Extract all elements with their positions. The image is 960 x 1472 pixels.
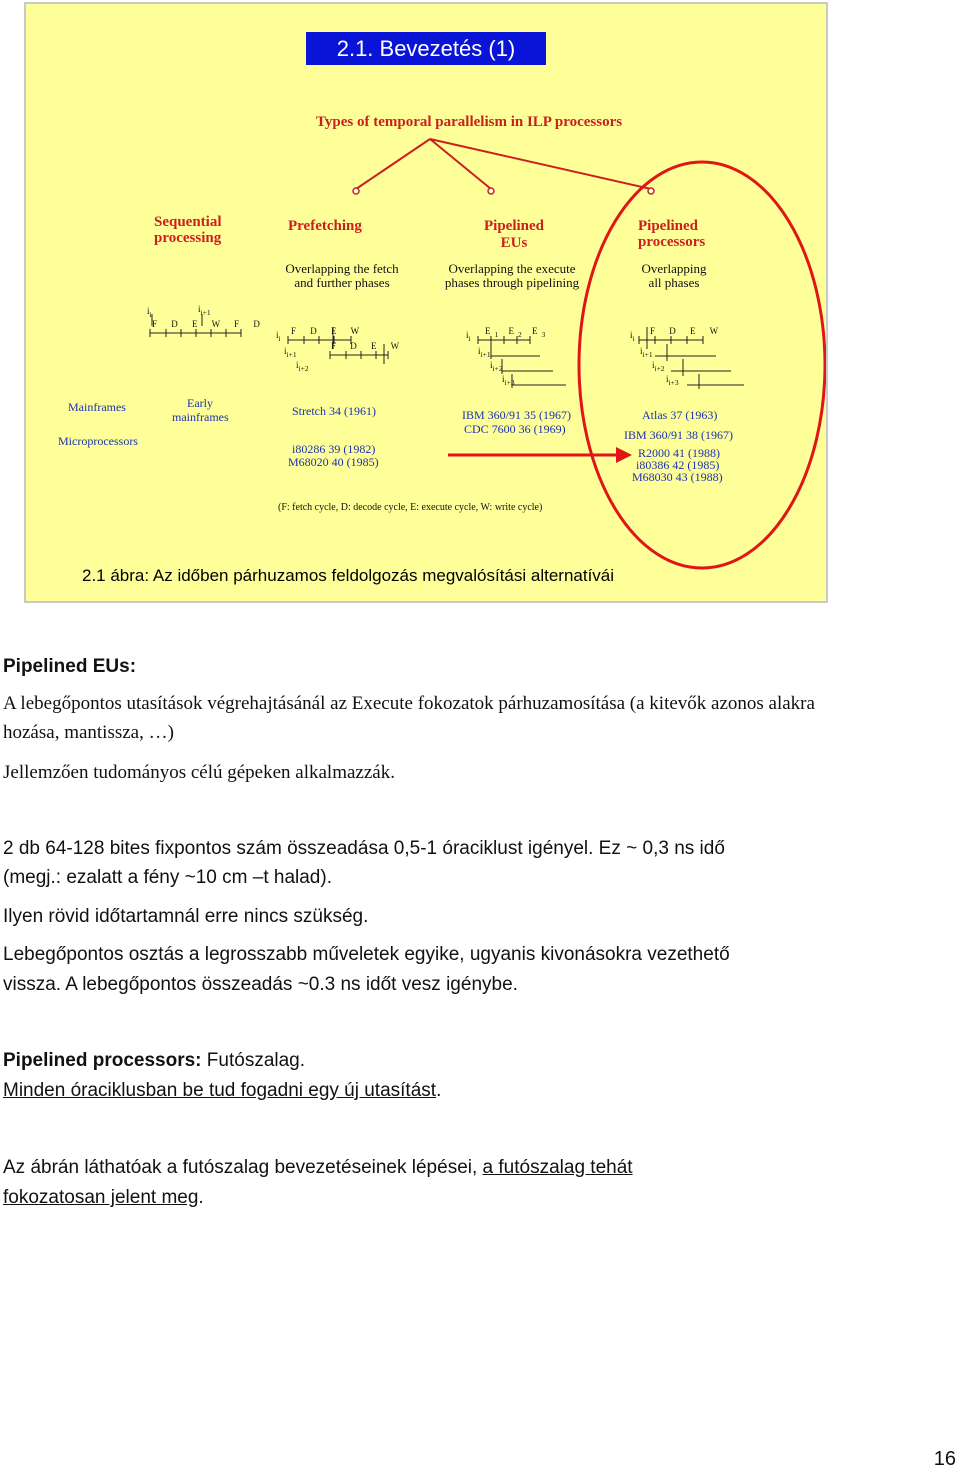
row-label-early-mainframes: Early mainframes [172,396,229,424]
timeline-pre-phases2: F D E W [331,341,406,351]
timeline-seq-phases: F D E W F D [152,319,266,329]
diagram-subtitle: Types of temporal parallelism in ILP processors [316,114,623,130]
example-i80386: i80386 42 (1985) [636,458,720,472]
timeline-proc-i1: $i_{i+1}$ [640,346,653,359]
timeline-eu-i3: $i_{i+3}$ [502,374,515,387]
every-cycle-period: . [436,1080,442,1101]
category-pipelined-eus: Pipelined EUs [483,218,544,251]
example-stretch: Stretch 34 (1961) [292,404,376,418]
timeline-eu-i1: $i_{i+1}$ [478,346,491,359]
paragraph-no-need: Ilyen rövid időtartamnál erre nincs szükség. [3,906,369,927]
desc-pipelined-processors: Overlapping all phases [641,261,707,290]
slide-figure [24,2,828,603]
category-prefetching: Prefetching [288,218,362,234]
heading-pipelined-eus: Pipelined EUs: [3,656,137,677]
example-cdc7600: CDC 7600 36 (1969) [464,422,566,436]
desc-prefetching: Overlapping the fetch and further phases [285,261,399,290]
timeline-eu-i: $i_i$ [466,330,471,343]
paragraph-division-2: vissza. A lebegőpontos összeadás ~0.3 ns időt vesz igénybe. [3,974,518,995]
example-atlas: Atlas 37 (1963) [642,408,718,422]
every-cycle-text: Minden óraciklusban be tud fogadni egy új utasítást [3,1080,437,1101]
timeline-proc-i: $i_i$ [630,330,635,343]
timeline-proc-i3: $i_{i+3}$ [666,374,679,387]
figure-steps-underlined: a futószalag tehát [482,1157,633,1178]
paragraph-every-cycle [3,1076,903,1105]
gradually-period: . [198,1187,204,1208]
category-pipelined-processors: Pipelined processors [638,218,706,250]
timeline-pre-i1: $i_{i+1}$ [284,346,297,359]
timeline-proc-i2: $i_{i+2}$ [652,360,665,373]
paragraph-division-1: Lebegőpontos osztás a legrosszabb műveletek egyike, ugyanis kivonásokra vezethető [3,944,730,965]
timeline-seq-label-i1: $i_{i+1}$ [198,304,211,317]
paragraph-fixpoint-add-1: 2 db 64-128 bites fixpontos szám összeadása 0,5-1 óraciklust igényel. Ez ~ 0,3 ns idő [3,838,725,859]
timeline-eu-phases: $E_1$ $E_2$ $E_3$ [485,326,550,339]
category-sequential: Sequential processing [154,214,222,246]
row-label-microprocessors: Microprocessors [58,434,138,448]
gradually-text: fokozatosan jelent meg [3,1187,199,1208]
page-number: 16 [933,1448,956,1470]
phase-legend: (F: fetch cycle, D: decode cycle, E: execute cycle, W: write cycle) [278,502,543,513]
heading-pipelined-processors: Pipelined processors: [3,1050,202,1071]
paragraph-scientific-use: Jellemzően tudományos célú gépeken alkalmazzák. [3,762,395,783]
example-r2000: R2000 41 (1988) [638,446,720,460]
figure-steps-text: Az ábrán láthatóak a futószalag bevezetéseinek lépései, [3,1157,483,1178]
pipeline-term: Futószalag. [201,1050,306,1071]
timeline-seq-label-i: $i_i$ [147,306,152,319]
row-label-mainframes: Mainframes [68,400,126,414]
timeline-eu-i2: $i_{i+2}$ [490,360,503,373]
example-ibm36091-proc: IBM 360/91 38 (1967) [624,428,733,442]
timeline-proc-phases: F D E W [650,326,725,336]
timeline-pre-i2: $i_{i+2}$ [296,360,309,373]
figure-caption: 2.1 ábra: Az időben párhuzamos feldolgozás megvalósítási alternatívái [82,566,615,585]
example-ibm36091-eus: IBM 360/91 35 (1967) [462,408,571,422]
slide-title: 2.1. Bevezetés (1) [306,32,546,65]
paragraph-figure-steps-2 [3,1183,903,1212]
desc-pipelined-eus: Overlapping the execute phases through pipelining [444,261,580,290]
example-m68030: M68030 43 (1988) [632,470,723,484]
paragraph-execute-stages: A lebegőpontos utasítások végrehajtásánál az Execute fokozatok párhuzamosítása (a kitevők azonos alakra hozása, mantissza, …) [3,693,815,743]
paragraph-fixpoint-add-2: (megj.: ezalatt a fény ~10 cm –t halad). [3,867,332,888]
paragraph-figure-steps-1 [3,1153,903,1182]
paragraph-pipelined-processors [3,1046,903,1075]
example-i80286: i80286 39 (1982) [292,442,376,456]
example-m68020: M68020 40 (1985) [288,455,379,469]
timeline-pre-i: $i_i$ [276,330,281,343]
timeline-pre-phases1: F D E W [291,326,366,336]
